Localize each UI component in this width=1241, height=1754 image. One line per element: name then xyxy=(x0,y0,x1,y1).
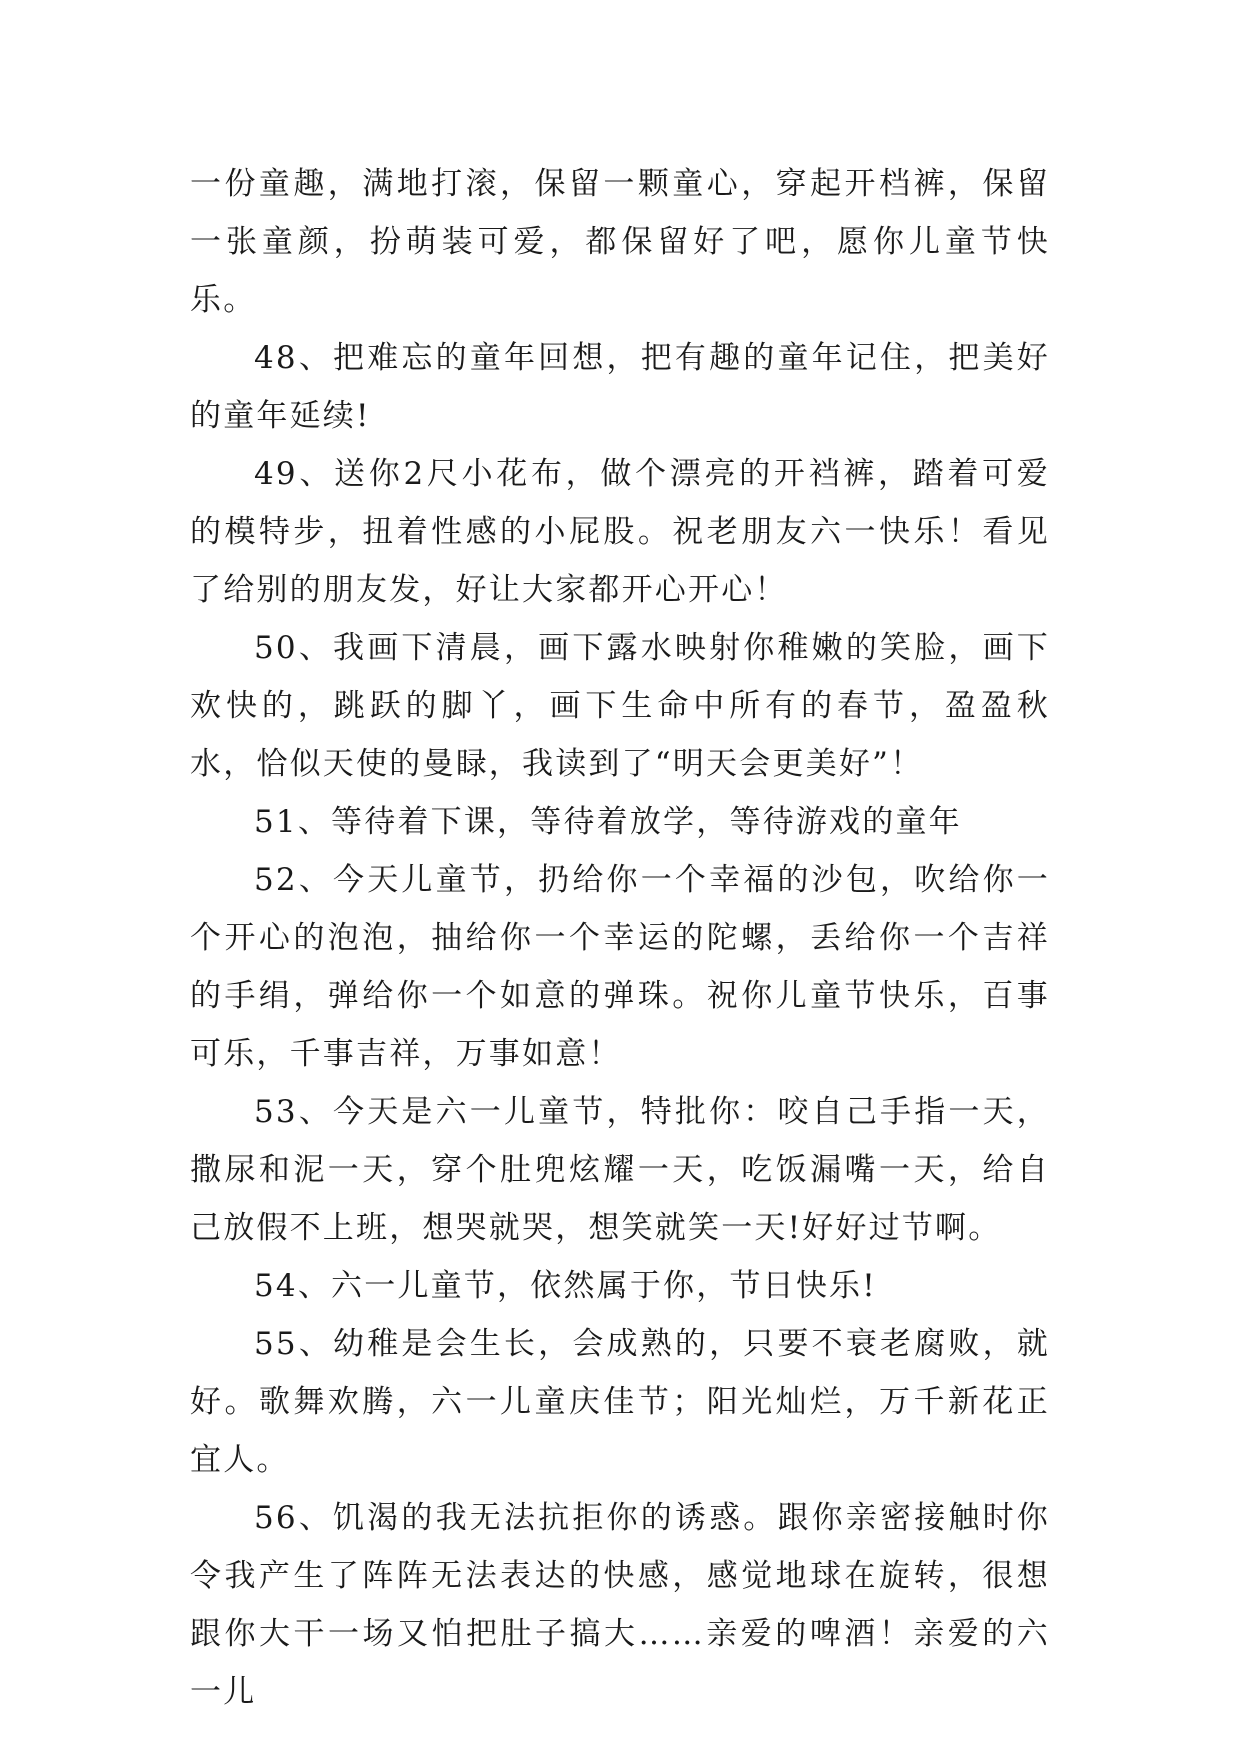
paragraph-item-51: 51、等待着下课，等待着放学，等待游戏的童年 xyxy=(254,804,962,840)
paragraph-item-55: 55、幼稚是会生长，会成熟的，只要不衰老腐败，就好。歌舞欢腾，六一儿童庆佳节；阳光灿烂，万千新花正宜人。 xyxy=(190,1326,1050,1478)
paragraph-item-56: 56、饥渴的我无法抗拒你的诱惑。跟你亲密接触时你令我产生了阵阵无法表达的快感，感觉地球在旋转，很想跟你大干一场又怕把肚子搞大……亲爱的啤酒！亲爱的六一儿 xyxy=(190,1500,1050,1710)
paragraph-item-49: 49、送你2尺小花布，做个漂亮的开裆裤，踏着可爱的模特步，扭着性感的小屁股。祝老朋友六一快乐！看见了给别的朋友发，好让大家都开心开心！ xyxy=(190,456,1050,608)
paragraph-continuation: 一份童趣，满地打滚，保留一颗童心，穿起开档裤，保留一张童颜，扮萌装可爱，都保留好了吧，愿你儿童节快乐。 xyxy=(190,166,1050,318)
paragraph-item-52: 52、今天儿童节，扔给你一个幸福的沙包，吹给你一个开心的泡泡，抽给你一个幸运的陀螺，丢给你一个吉祥的手绢，弹给你一个如意的弹珠。祝你儿童节快乐，百事可乐，千事吉祥，万事如意！ xyxy=(190,862,1050,1072)
paragraph-item-50: 50、我画下清晨，画下露水映射你稚嫩的笑脸，画下欢快的，跳跃的脚丫，画下生命中所有的春节，盈盈秋水，恰似天使的曼睩，我读到了“明天会更美好”！ xyxy=(190,630,1050,782)
paragraph-item-53: 53、今天是六一儿童节，特批你：咬自己手指一天，撒尿和泥一天，穿个肚兜炫耀一天，吃饭漏嘴一天，给自己放假不上班，想哭就哭，想笑就笑一天!好好过节啊。 xyxy=(190,1094,1050,1246)
paragraph-item-54: 54、六一儿童节，依然属于你，节日快乐! xyxy=(254,1268,877,1304)
document-body xyxy=(190,155,1050,1721)
paragraph-item-48: 48、把难忘的童年回想，把有趣的童年记住，把美好的童年延续! xyxy=(190,340,1050,434)
